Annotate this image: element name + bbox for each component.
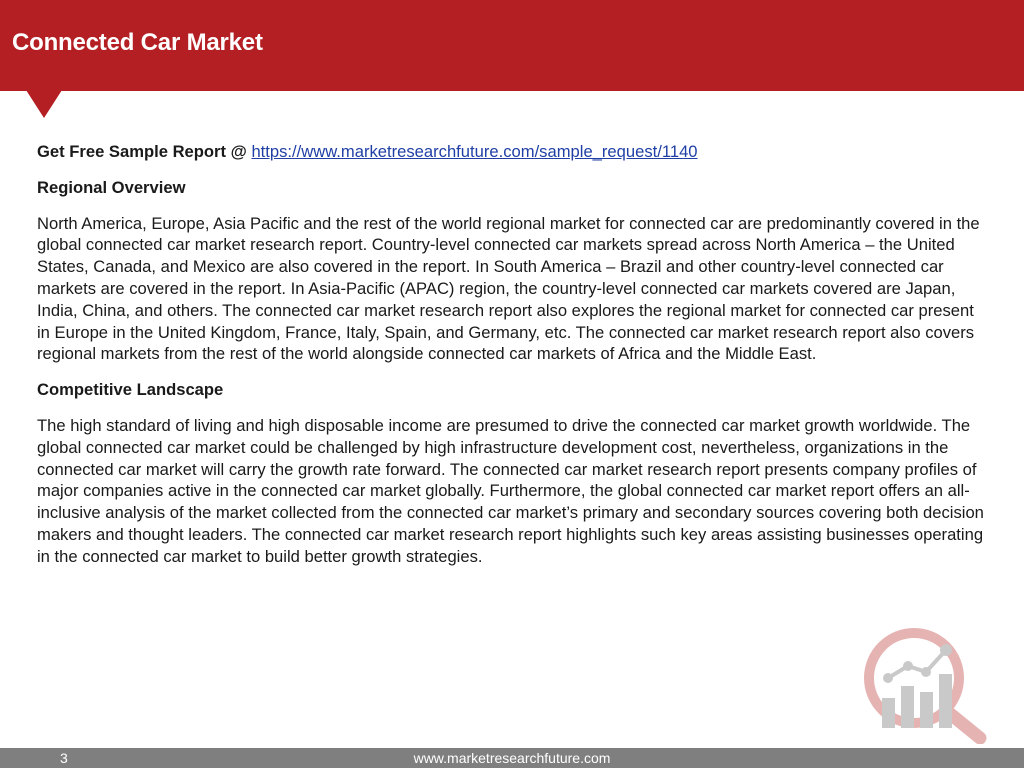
banner-pointer <box>26 90 62 118</box>
footer-url: www.marketresearchfuture.com <box>413 750 611 766</box>
sample-report-line <box>37 141 987 163</box>
sample-report-link[interactable]: https://www.marketresearchfuture.com/sample_request/1140 <box>251 142 698 161</box>
slide-content <box>37 141 987 582</box>
footer-bar <box>0 748 1024 768</box>
magnifier-chart-logo-icon <box>862 626 992 744</box>
regional-overview-text: North America, Europe, Asia Pacific and the rest of the world regional market for connected car are predominantly covered in the global connected car market research report. Country-level connected car markets spread across North America – the United States, Canada, and Mexico are also covered in the report. In South America – Brazil and other country-level connected car markets are covered in the report. In Asia-Pacific (APAC) region, the country-level connected car markets covered are Japan, India, China, and others. The connected car market research report also explores the regional market for connected car present in Europe in the United Kingdom, France, Italy, Spain, and Germany, etc. The connected car market research report also covers regional markets from the rest of the world alongside connected car markets of Africa and the Middle East. <box>37 213 980 364</box>
page-title: Connected Car Market <box>12 29 263 56</box>
regional-overview-heading: Regional Overview <box>37 177 186 197</box>
page-number: 3 <box>60 750 68 766</box>
title-banner <box>0 0 1024 91</box>
competitive-landscape-heading: Competitive Landscape <box>37 380 224 400</box>
competitive-landscape-text: The high standard of living and high disposable income are presumed to drive the connected car market growth worldwide. The global connected car market could be challenged by high infrastructure development cost, nevertheless, organizations in the connected car market will carry the growth rate forward. The connected car market research report presents company profiles of major companies active in the connected car market globally. Furthermore, the global connected car market report offers an all-inclusive analysis of the market collected from the connected car market’s primary and secondary sources covering both decision makers and thought leaders. The connected car market research report highlights such key areas assisting businesses operating in the connected car market to build better growth strategies. <box>37 415 984 566</box>
sample-report-label: Get Free Sample Report @ <box>37 142 252 161</box>
